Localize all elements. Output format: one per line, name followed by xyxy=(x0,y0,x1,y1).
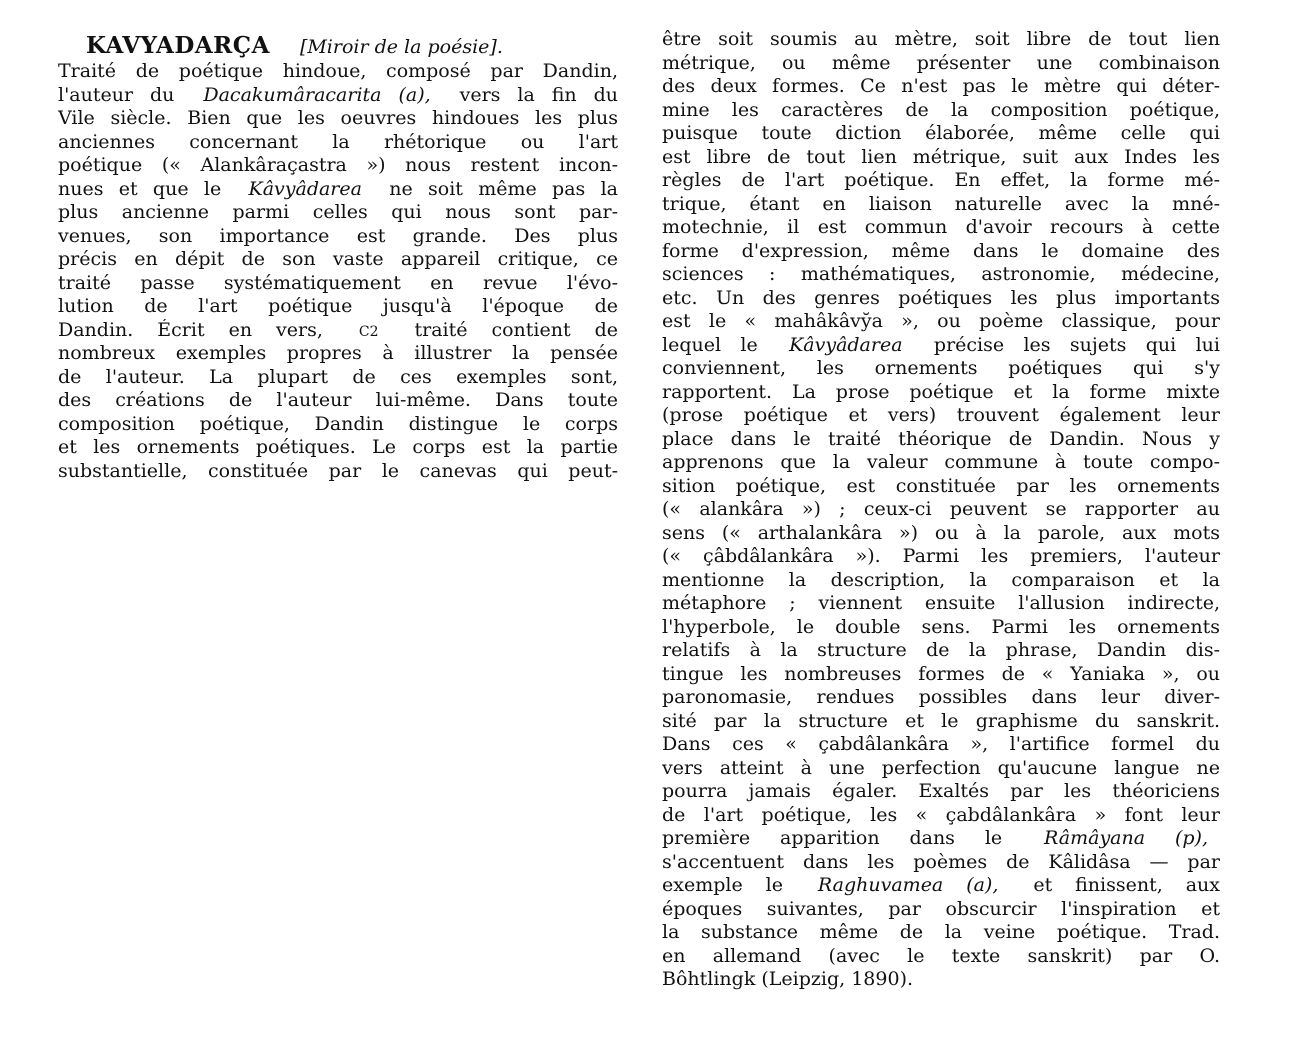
text-line xyxy=(662,334,1220,358)
text-line: Bôhtlingk (Leipzig, 1890). xyxy=(662,968,914,990)
text-line: de l'art poétique, les « çabdâlankâra » font leur xyxy=(662,803,1220,826)
text-line: est libre de tout lien métrique, suit aux Indes les xyxy=(662,145,1220,168)
text-line: anciennes concernant la rhétorique ou l'art xyxy=(58,130,618,153)
text-line: sens (« arthalankâra ») ou à la parole, aux mots xyxy=(662,521,1220,544)
text-line: s'accentuent dans les poèmes de Kâlidâsa — par xyxy=(662,850,1220,873)
text-line: place dans le traité théorique de Dandin. Nous y xyxy=(662,427,1220,450)
text-line: motechnie, il est commun d'avoir recours à cette xyxy=(662,216,1220,238)
work-title-italic: Kâvyâdarea xyxy=(248,177,362,200)
text-line: règles de l'art poétique. En effet, la forme mé- xyxy=(662,169,1220,191)
text-line: forme d'expression, même dans le domaine des xyxy=(662,239,1220,262)
text-line: paronomasie, rendues possibles dans leur diver- xyxy=(662,686,1220,708)
text-fragment: première apparition dans le xyxy=(662,827,1003,849)
text-line: est le « mahâkâvy̆a », ou poème classique, pour xyxy=(662,310,1220,332)
entry-headword: KAVYADARÇA xyxy=(86,32,270,59)
text-line: lution de l'art poétique jusqu'à l'époque de xyxy=(58,295,618,317)
text-line: traité passe systématiquement en revue l'évo- xyxy=(58,271,618,294)
text-line: composition poétique, Dandin distingue le corps xyxy=(58,412,618,435)
text-line xyxy=(58,84,618,108)
text-fragment: et finissent, aux xyxy=(1033,874,1220,896)
text-fragment: exemple le xyxy=(662,874,783,896)
text-line: poétique (« Alankâraçastra ») nous restent incon- xyxy=(58,154,618,176)
text-line: etc. Un des genres poétiques les plus importants xyxy=(662,286,1220,309)
text-line: époques suivantes, par obscurcir l'inspiration et xyxy=(662,897,1220,920)
text-line: métaphore ; viennent ensuite l'allusion indirecte, xyxy=(662,592,1220,614)
text-line: en allemand (avec le texte sanskrit) par O. xyxy=(662,944,1220,967)
text-line: métrique, ou même présenter une combinaison xyxy=(662,51,1220,74)
entry-subtitle: [Miroir de la poésie]. xyxy=(299,36,503,58)
text-line: la substance même de la veine poétique. Trad. xyxy=(662,921,1220,943)
text-fragment: vers la fin du xyxy=(459,83,618,106)
entry-title-line xyxy=(58,28,618,60)
text-line: nombreux exemples propres à illustrer la pensée xyxy=(58,342,618,364)
text-fragment: l'auteur du xyxy=(58,83,175,106)
text-line: l'hyperbole, le double sens. Parmi les ornements xyxy=(662,615,1220,638)
text-line: vers atteint à une perfection qu'aucune langue ne xyxy=(662,756,1220,779)
text-line: relatifs à la structure de la phrase, Dandin dis- xyxy=(662,639,1220,661)
text-fragment: ne soit même pas la xyxy=(389,177,618,200)
text-fragment: traité contient de xyxy=(414,318,618,341)
text-line: Dans ces « çabdâlankâra », l'artifice formel du xyxy=(662,733,1220,755)
text-line: plus ancienne parmi celles qui nous sont par- xyxy=(58,201,618,223)
text-line: rapportent. La prose poétique et la forme mixte xyxy=(662,380,1220,403)
text-line: Traité de poétique hindoue, composé par Dandin, xyxy=(58,60,618,82)
text-line: sité par la structure et le graphisme du sanskrit. xyxy=(662,709,1220,732)
text-line: tingue les nombreuses formes de « Yaniaka », ou xyxy=(662,662,1220,685)
text-fragment: nues et que le xyxy=(58,177,222,200)
text-line: Vile siècle. Bien que les oeuvres hindoues les plus xyxy=(58,107,618,129)
left-column xyxy=(58,28,618,483)
text-line: précis en dépit de son vaste appareil critique, ce xyxy=(58,248,618,270)
text-line: de l'auteur. La plupart de ces exemples sont, xyxy=(58,365,618,388)
text-line: et les ornements poétiques. Le corps est la partie xyxy=(58,436,618,458)
text-line xyxy=(58,178,618,202)
text-line: des deux formes. Ce n'est pas le mètre qui déter- xyxy=(662,75,1220,97)
text-line: conviennent, les ornements poétiques qui s'y xyxy=(662,357,1220,379)
text-line: (« alankâra ») ; ceux-ci peuvent se rapporter au xyxy=(662,498,1220,520)
text-line: apprenons que la valeur commune à toute compo- xyxy=(662,451,1220,473)
text-line: des créations de l'auteur lui-même. Dans toute xyxy=(58,389,618,411)
text-fragment: Dandin. Écrit en vers, xyxy=(58,318,323,341)
work-title-italic: Kâvyâdarea xyxy=(789,333,903,356)
text-line xyxy=(58,319,618,343)
work-title-italic: Dacakumâracarita (a), xyxy=(203,83,431,106)
text-fragment: précise les sujets qui lui xyxy=(933,333,1220,356)
work-title-italic: Râmâyana (p), xyxy=(1044,827,1208,849)
text-line: (« çâbdâlankâra »). Parmi les premiers, l'auteur xyxy=(662,545,1220,567)
text-line: mentionne la description, la comparaison et la xyxy=(662,568,1220,591)
text-line: puisque toute diction élaborée, même celle qui xyxy=(662,122,1220,144)
text-line: sciences : mathématiques, astronomie, médecine, xyxy=(662,263,1220,285)
text-line: mine les caractères de la composition poétique, xyxy=(662,98,1220,121)
text-line: être soit soumis au mètre, soit libre de tout lien xyxy=(662,28,1220,50)
text-line: sition poétique, est constituée par les ornements xyxy=(662,474,1220,497)
text-line: trique, étant en liaison naturelle avec la mné- xyxy=(662,192,1220,215)
text-line: venues, son importance est grande. Des plus xyxy=(58,224,618,247)
work-title-italic: Raghuvamea (a), xyxy=(817,874,999,896)
text-line: pourra jamais égaler. Exaltés par les théoriciens xyxy=(662,780,1220,802)
text-line xyxy=(662,874,1220,898)
text-line: substantielle, constituée par le canevas qui peut- xyxy=(58,459,618,482)
ocr-artifact: C2 xyxy=(358,323,379,340)
right-column xyxy=(662,28,1220,992)
text-line xyxy=(662,827,1220,851)
text-fragment: lequel le xyxy=(662,333,758,356)
text-line: (prose poétique et vers) trouvent également leur xyxy=(662,404,1220,426)
